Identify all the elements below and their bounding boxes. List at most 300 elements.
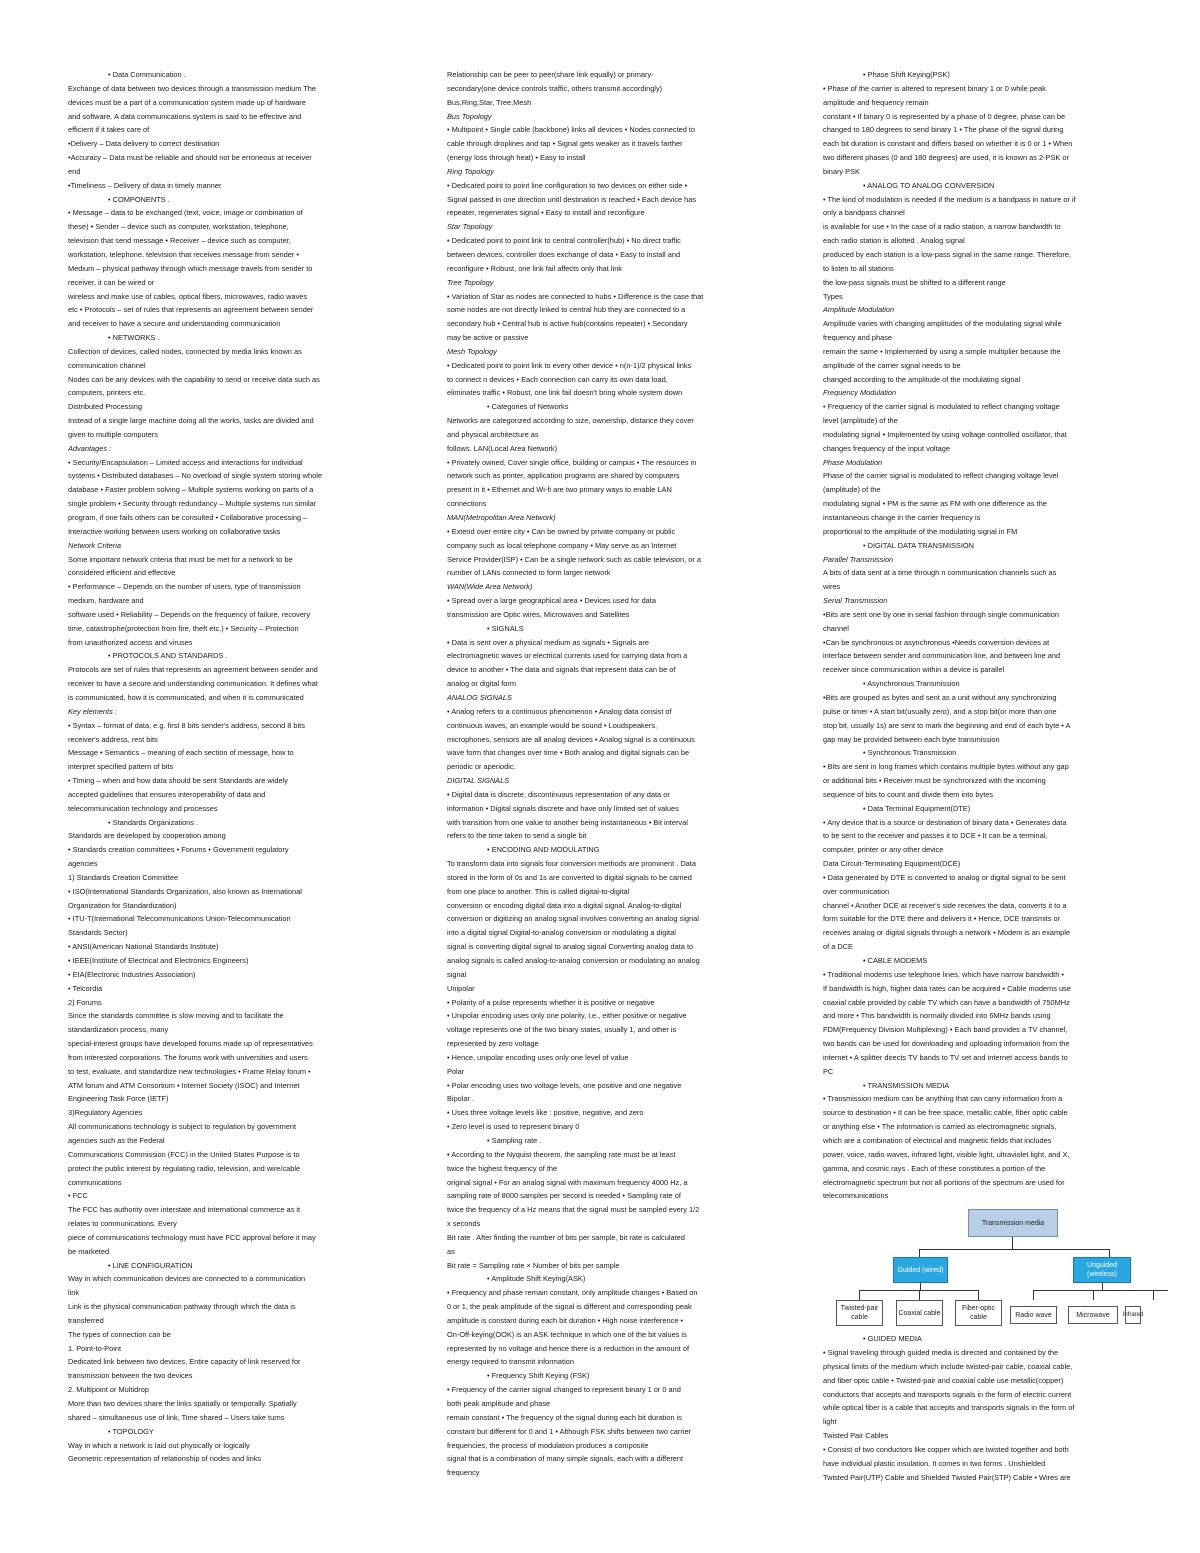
diagram-connector — [919, 1249, 920, 1257]
text-line: • Consist of two conductors like copper which are twisted together and both — [823, 1444, 1069, 1454]
text-line: the low-pass signals must be shifted to a different range — [823, 277, 1006, 287]
text-line: energy required to transmit information — [447, 1357, 574, 1367]
text-line: • Phase of the carrier is altered to represent binary 1 or 0 while peak — [823, 83, 1046, 93]
text-line: • Data generated by DTE is converted to analog or digital signal to be sent — [823, 872, 1066, 882]
text-line: each radio station is allotted . Analog signal — [823, 236, 965, 246]
text-line: remain the same • Implemented by using a simple multiplier because the — [823, 346, 1061, 356]
text-line: systems • Distributed databases – No overload of single system storing whole — [68, 471, 322, 481]
text-line: and more • This bandwidth is normally divided into 6MHz bands using — [823, 1011, 1051, 1021]
section-heading: • Data Terminal Equipment(DTE) — [863, 803, 971, 813]
text-line: Bipolar . — [447, 1094, 475, 1104]
subheading: Serial Transmission — [823, 596, 888, 606]
section-heading: • DIGITAL DATA TRANSMISSION — [863, 540, 974, 550]
text-line: • IEEE(Institute of Electrical and Electronics Engineers) — [68, 956, 249, 965]
text-line: •Bits are grouped as bytes and sent as a unit without any synchronizing — [823, 692, 1057, 702]
text-line: • Polarity of a pulse represents whether it is positive or negative — [447, 997, 655, 1007]
text-line: only a bandpass channel — [823, 208, 905, 218]
text-line: A bits of data sent at a time through n communication channels such as — [823, 568, 1057, 578]
text-line: internet • A splitter directs TV bands to TV set and internet access bands to — [823, 1052, 1068, 1062]
subheading: Advantages : — [68, 443, 112, 453]
text-line: computer, printer or any other device — [823, 845, 944, 855]
text-line: To transform data into signals four conversion methods are prominent . Data — [447, 859, 696, 869]
text-line: transferred — [68, 1315, 104, 1325]
text-line: modulating signal • Implemented by using voltage controlled oscillator, that — [823, 429, 1067, 439]
diagram-leaf-radio-wave: Radio wave — [1010, 1306, 1057, 1324]
text-line: channel • Another DCE at receiver's side receives the data, converts it to a — [823, 900, 1067, 910]
text-line: into a digital signal Digital-to-analog conversion or modulating a digital — [447, 928, 676, 938]
text-line: FDM(Frequency Division Multiplexing) • Each band provides a TV channel, — [823, 1025, 1068, 1035]
text-line: number of LANs connected to form larger network — [447, 568, 611, 578]
subheading: Tree Topology — [447, 277, 494, 287]
text-line: television that send message • Receiver – device such as computer, — [68, 236, 291, 246]
section-heading: • Frequency Shift Keying (FSK) — [487, 1371, 590, 1381]
text-line: Some important network criteria that must be met for a network to be — [68, 554, 293, 564]
text-line: (amplitude) of the — [823, 485, 881, 495]
section-heading: • Amplitude Shift Keying(ASK) — [487, 1274, 586, 1284]
text-line: twice the frequency of a Hz means that the signal must be sampled every 1/2 — [447, 1205, 700, 1215]
diagram-connector — [1093, 1290, 1094, 1300]
text-line: is communicated, how it is communicated, and when it is communicated — [68, 692, 304, 702]
text-line: to test, evaluate, and standardize new technologies • Frame Relay forum • — [68, 1066, 311, 1076]
text-line: • Telcordia — [68, 983, 103, 993]
text-line: Interactive working between users working on collaborative tasks — [68, 526, 281, 536]
text-line: 0 or 1, the peak amplitude of the signal is different and corresponding peak — [447, 1302, 692, 1312]
text-line: receiver since communication within a device is parallel — [823, 665, 1005, 675]
text-line: instantaneous change in the carrier frequency is — [823, 513, 981, 522]
text-line: with transition from one value to another being instantaneous • Bit interval — [447, 817, 688, 827]
text-line: • Performance – Depends on the number of users, type of transmission — [68, 582, 301, 592]
text-line: twice the highest frequency of the — [447, 1163, 558, 1173]
text-line: which are a combination of electrical and magnetic fields that includes — [823, 1135, 1052, 1145]
text-line: given to multiple computers — [68, 429, 158, 439]
text-line: Phase of the carrier signal is modulated to reflect changing voltage level — [823, 471, 1059, 481]
text-line: Bit rate . After finding the number of bits per sample, bit rate is calculated — [447, 1232, 685, 1242]
text-line: may be active or passive — [447, 333, 529, 343]
text-line: receiver to have a secure and understanding communication. It defines what — [68, 679, 318, 689]
text-line: company such as local telephone company • May serve as an Internet — [447, 540, 677, 550]
text-line: • Transmission medium can be anything that can carry information from a — [823, 1094, 1063, 1104]
text-line: • Signal traveling through guided media is directed and contained by the — [823, 1348, 1059, 1358]
text-line: Types — [823, 291, 843, 301]
text-line: over communication — [823, 886, 890, 896]
text-line: reconfigure • Robust, one link fail affects only that link — [447, 263, 622, 273]
text-line: • Analog refers to a continuous phenomenon • Analog data consist of — [447, 706, 672, 716]
diagram-connector — [1153, 1290, 1154, 1300]
text-line: devices must be a part of a communication system made up of hardware — [68, 97, 306, 107]
text-line: stored in the form of 0s and 1s are converted to digital signals to be carried — [447, 872, 692, 882]
text-line: •Bits are sent one by one in serial fashion through single communication — [823, 609, 1059, 619]
section-heading: • LINE CONFIGURATION — [108, 1260, 193, 1270]
text-line: ATM forum and ATM Consortium • Internet Society (ISOC) and Internet — [68, 1080, 300, 1090]
diagram-leaf-coaxial: Coaxial cable — [896, 1300, 943, 1326]
text-line: to connect n devices • Each connection can carry its own data load, — [447, 374, 668, 384]
column-middle — [447, 68, 767, 1480]
text-line: analog or digital form — [447, 679, 517, 689]
text-line: from one place to another. This is called digital-to-digital — [447, 886, 630, 896]
subheading: Ring Topology — [447, 166, 494, 176]
diagram-connector — [1102, 1283, 1103, 1290]
text-line: telecommunication technology and processes — [68, 803, 218, 813]
text-line: interpret specified pattern of bits — [68, 762, 174, 772]
text-line: from unauthorized access and viruses — [68, 637, 193, 647]
section-heading: • SIGNALS — [487, 623, 524, 633]
text-line: electromagnetic spectrum but not all portions of the spectrum are used for — [823, 1177, 1065, 1187]
text-line: • Hence, unipolar encoding uses only one level of value — [447, 1052, 629, 1062]
text-line: • Unipolar encoding uses only one polarity, i.e., either positive or negative — [447, 1011, 687, 1021]
text-line: represented by zero voltage — [447, 1039, 539, 1049]
text-line: represented by no voltage and hence there is a reduction in the amount of — [447, 1343, 690, 1353]
text-line: • Spread over a large geographical area • Devices used for data — [447, 596, 656, 606]
text-line: Way in which a network is laid out physically or logically — [68, 1440, 250, 1450]
text-line: frequency and phase — [823, 333, 893, 343]
subheading: WAN(Wide Area Network) — [447, 582, 533, 592]
text-line: computers, printers etc. — [68, 388, 146, 398]
text-line: network such as printer, application programs are shared by computers — [447, 471, 680, 481]
text-line: piece of communications technology must have FCC approval before it may — [68, 1232, 316, 1242]
text-line: Since the standards committee is slow moving and to facilitate the — [68, 1011, 284, 1021]
text-line: and physical architecture as — [447, 429, 539, 439]
text-line: agencies — [68, 859, 98, 869]
text-line: or additional bits • Receiver must be synchronized with the incoming — [823, 776, 1046, 786]
text-line: • Uses three voltage levels like : positive, negative, and zero — [447, 1108, 644, 1118]
text-line: • Security/Encapsulation – Limited access and interactions for individual — [68, 457, 303, 467]
text-line: Collection of devices, called nodes, connected by media links known as — [68, 346, 302, 356]
text-line: • Frequency of the carrier signal changed to represent binary 1 or 0 and — [447, 1385, 681, 1395]
text-line: as — [447, 1246, 455, 1256]
diagram-connector — [919, 1290, 920, 1300]
text-line: communications — [68, 1177, 122, 1187]
text-line: relates to communications. Every — [68, 1219, 177, 1229]
text-line: Protocols are set of rules that represents an agreement between sender and — [68, 665, 318, 675]
text-line: signal that is a combination of many simple signals, each with a different — [447, 1454, 684, 1464]
text-line: link — [68, 1288, 80, 1298]
section-heading: • PROTOCOLS AND STANDARDS . — [108, 651, 228, 661]
text-line: receiver, it can be wired or — [68, 277, 155, 287]
text-line: telecommunications — [823, 1191, 889, 1201]
text-line: • Frequency of the carrier signal is modulated to reflect changing voltage — [823, 402, 1060, 412]
text-line: Standards are developed by cooperation among — [68, 831, 226, 841]
text-line: sequence of bits to count and divide them into bytes — [823, 789, 994, 799]
subheading: Parallel Transmission — [823, 554, 894, 564]
text-line: • Dedicated point to point link to every other device • n(n-1)/2 physical links — [447, 360, 692, 370]
text-line: analog signals is called analog-to-analog conversion or modulating an analog — [447, 956, 700, 965]
diagram-connector — [919, 1249, 1109, 1250]
text-line: • ISO(International Standards Organization, also known as International — [68, 886, 302, 896]
section-heading: • Phase Shift Keying(PSK) — [863, 70, 950, 79]
text-line: pulse or timer • A start bit(usually zero), and a stop bit(or more than one — [823, 706, 1057, 716]
text-line: end — [68, 166, 81, 176]
text-line: frequency — [447, 1468, 480, 1478]
text-line: while optical fiber is a cable that accepts and transports signals in the form of — [823, 1403, 1075, 1413]
diagram-leaf-microwave: Microwave — [1068, 1306, 1118, 1324]
column-right-top-text — [823, 68, 1141, 1203]
section-heading: • ENCODING AND MODULATING — [487, 845, 600, 855]
text-line: time, catastrophe(protection from fire, theft etc.) • Security – Protection — [68, 623, 299, 633]
subheading: Phase Modulation — [823, 457, 883, 467]
section-heading: • Sampling rate . — [487, 1135, 542, 1145]
text-line: be marketed — [68, 1246, 110, 1256]
text-line: etc • Protocols – set of rules that represents an agreement between sender — [68, 305, 314, 315]
text-line: and software. A data communications system is said to be effective and — [68, 111, 302, 121]
text-line: • ITU-T(International Telecommunications Union-Telecommunication — [68, 914, 291, 924]
text-line: single problem • Security through redundancy – Multiple systems run similar — [68, 499, 317, 509]
text-line: • Bits are sent in long frames which contains multiple bytes without any gap — [823, 762, 1069, 772]
section-heading: • CABLE MODEMS — [863, 956, 928, 965]
text-line: Polar — [447, 1066, 465, 1076]
text-line: stop bit, usually 1s) are sent to mark the beginning and end of each byte • A — [823, 720, 1071, 730]
text-line: of a DCE — [823, 942, 853, 952]
diagram-leaf-infrared: Infrared — [1125, 1306, 1141, 1324]
text-line: • Extend over entire city • Can be owned by private company or public — [447, 526, 676, 536]
text-line: 1) Standards Creation Committee — [68, 872, 179, 882]
subheading: Mesh Topology — [447, 346, 497, 356]
diagram-leaf-twisted-pair: Twisted-pair cable — [836, 1300, 883, 1326]
text-line: medium, hardware and — [68, 596, 144, 606]
text-line: level (amplitude) of the — [823, 416, 898, 426]
text-line: Service Provider(ISP) • Can be a single network such as cable television, or a — [447, 554, 701, 564]
text-line: • Dedicated point to point link to central controller(hub) • No direct traffic — [447, 236, 681, 246]
text-line: produced by each station is a low-pass signal in the same range. Therefore, — [823, 249, 1072, 259]
diagram-leaf-fiber-optic: Fiber-optic cable — [955, 1300, 1002, 1326]
text-line: • Zero level is used to represent binary 0 — [447, 1122, 580, 1132]
text-line: Organization for Standardization) — [68, 900, 177, 910]
text-line: device to another • The data and signals that represent data can be of — [447, 665, 676, 675]
section-heading: • Standards Organizations . — [108, 817, 199, 827]
text-line: Bit rate = Sampling rate × Number of bits per sample — [447, 1260, 620, 1270]
text-line: • According to the Nyquist theorem, the sampling rate must be at least — [447, 1149, 676, 1159]
section-heading: • TRANSMISSION MEDIA — [863, 1080, 950, 1090]
text-line: 3)Regulatory Agencies — [68, 1108, 143, 1118]
text-line: wireless and make use of cables, optical fibers, microwaves, radio waves — [68, 291, 308, 301]
subheading: Star Topology — [447, 222, 493, 232]
text-line: Data Circuit-Terminating Equipment(DCE) — [823, 859, 961, 869]
subheading: Key elements : — [68, 706, 117, 716]
text-line: transmission are Optic wires, Microwaves and Satellites — [447, 609, 630, 619]
section-heading: • GUIDED MEDIA — [863, 1334, 922, 1344]
text-line: signal — [447, 969, 467, 979]
text-line: connections — [447, 499, 487, 509]
text-line: Signal passed in one direction until destination is reached • Each device has — [447, 194, 697, 204]
text-line: two different phases (0 and 180 degrees) are used, it is known as 2-PSK or — [823, 153, 1069, 163]
text-line: • Standards creation committees • Forums • Government regulatory — [68, 845, 289, 855]
text-line: repeater, regenerates signal • Easy to install and reconfigure — [447, 208, 645, 218]
text-line: • Privately owned, Cover single office, building or campus • The resources in — [447, 457, 697, 467]
text-line: Medium – physical pathway through which message travels from sender to — [68, 263, 313, 273]
text-line: More than two devices share the links spatially or temporally. Spatially — [68, 1399, 297, 1408]
subheading: Frequency Modulation — [823, 388, 897, 398]
text-line: efficient if it takes care of — [68, 125, 150, 135]
text-line: program, if one fails others can be consulted • Collaborative processing – — [68, 513, 308, 522]
text-line: Distributed Processing — [68, 402, 142, 412]
text-line: and fiber optic cable • Twisted-pair and coaxial cable use metallic(copper) — [823, 1375, 1064, 1385]
text-line: •Timeliness – Delivery of data in timely manner — [68, 180, 222, 190]
text-line: protect the public interest by regulating radio, television, and wire/cable — [68, 1163, 301, 1173]
text-line: database • Faster problem solving – Multiple systems working on parts of a — [68, 485, 314, 495]
text-line: • Timing – when and how data should be sent Standards are widely — [68, 776, 288, 786]
text-line: • Digital data is discrete, discontinuous representation of any data or — [447, 789, 670, 799]
text-line: Exchange of data between two devices through a transmission medium The — [68, 83, 317, 93]
subheading: Bus Topology — [447, 111, 492, 121]
diagram-connector — [1012, 1237, 1013, 1249]
text-line: periodic or aperiodic. — [447, 762, 516, 772]
text-line: information • Digital signals discrete and have only limited set of values — [447, 803, 679, 813]
text-line: two bands can be used for downloading and uploading information from the — [823, 1039, 1070, 1049]
text-line: • Syntax – format of data, e.g. first 8 bits sender's address, second 8 bits — [68, 720, 305, 730]
text-line: • Multipoint • Single cable (backbone) links all devices • Nodes connected to — [447, 125, 696, 135]
text-line: constant • If binary 0 is represented by a phase of 0 degree, phase can be — [823, 111, 1066, 121]
subheading: ANALOG SIGNALS — [447, 692, 512, 702]
text-line: constant but different for 0 and 1 • Although FSK shifts between two carrier — [447, 1426, 692, 1436]
text-line: wave form that changes over time • Both analog and digital signals can be — [447, 748, 690, 758]
text-line: On-Off-keying(OOK) is an ASK technique in which one of the bit values is — [447, 1329, 687, 1339]
text-line: receives analog or digital signals through a network • Modem is an example — [823, 928, 1071, 938]
subheading: Network Criteria — [68, 540, 121, 550]
text-line: secondary(one device controls traffic, others transmit accordingly) — [447, 83, 663, 93]
text-line: these) • Sender – device such as computer, workstation, telephone, — [68, 222, 289, 232]
text-line: The types of connection can be — [68, 1329, 171, 1339]
text-line: or anything else • The information is carried as electromagnetic signals, — [823, 1122, 1057, 1132]
text-line: some nodes are not directly linked to central hub they are connected to a — [447, 305, 686, 315]
diagram-connector — [1109, 1249, 1110, 1257]
text-line: • Any device that is a source or destination of binary data • Generates data — [823, 817, 1067, 827]
text-line: Message • Semantics – meaning of each section of message, how to — [68, 748, 294, 758]
text-line: gap may be provided between each byte transmission — [823, 734, 1000, 744]
text-line: Link is the physical communication pathway through which the data is — [68, 1302, 296, 1312]
text-line: Twisted Pair Cables — [823, 1431, 889, 1441]
diagram-root-box: Transmission media — [968, 1209, 1058, 1237]
diagram-connector — [859, 1290, 860, 1300]
text-line: physical limits of the medium which include twisted-pair cable, coaxial cable, — [823, 1361, 1073, 1371]
text-line: present in it • Ethernet and Wi-fi are two primary ways to enable LAN — [447, 485, 672, 495]
text-line: both peak amplitude and phase — [447, 1399, 551, 1408]
section-heading: • Categories of Networks — [487, 402, 569, 412]
text-line: PC — [823, 1066, 834, 1076]
text-line: Unipolar — [447, 983, 475, 993]
text-line: is available for use • In the case of a radio station, a narrow bandwidth to — [823, 222, 1061, 232]
text-line: • Variation of Star as nodes are connected to hubs • Difference is the case that — [447, 291, 704, 301]
text-line: • Polar encoding uses two voltage levels, one positive and one negative — [447, 1080, 682, 1090]
text-line: considered efficient and effective — [68, 568, 176, 578]
section-heading: • ANALOG TO ANALOG CONVERSION — [863, 180, 995, 190]
text-line: communication channel — [68, 360, 146, 370]
text-line: each bit duration is constant and differs based on whether it is 0 or 1 • When — [823, 139, 1073, 149]
text-line: 2) Forums — [68, 997, 102, 1007]
text-line: accepted guidelines that ensures interoperability of data and — [68, 789, 266, 799]
text-line: refers to the time taken to send a single bit — [447, 831, 587, 841]
text-line: shared – simultaneous use of link, Time shared – Users take turns — [68, 1412, 285, 1422]
text-line: Bus,Ring,Star, Tree,Mesh — [447, 97, 532, 107]
text-line: to be sent to the receiver and passes it to DCE • It can be a terminal, — [823, 831, 1048, 841]
text-line: Engineering Task Force (IETF) — [68, 1094, 169, 1104]
column-right-bottom-text — [823, 1332, 1141, 1484]
text-line: Nodes can be any devices with the capability to send or receive data such as — [68, 374, 320, 384]
text-line: Instead of a single large machine doing all the works, tasks are divided and — [68, 416, 314, 426]
text-line: amplitude is constant during each bit duration • High noise interference • — [447, 1315, 684, 1325]
section-heading: • Data Communication . — [108, 70, 186, 79]
text-line: secondary hub • Central hub is active hub(contains repeater) • Secondary — [447, 319, 688, 329]
text-line: coaxial cable provided by cable TV which can have a bandwidth of 750MHz — [823, 997, 1070, 1007]
text-line: to listen to all stations — [823, 263, 894, 273]
text-line: conductors that accepts and transports signals in the form of electric current — [823, 1389, 1072, 1399]
text-line: channel — [823, 623, 849, 633]
text-line: conversion or encoding digital data into a digital signal. Analog-to-digital — [447, 900, 682, 910]
text-line: from interested corporations. The forums work with universities and users — [68, 1052, 308, 1062]
text-line: electromagnetic waves or electrical currents used for carrying data from a — [447, 651, 688, 661]
text-line: • ANSI(American National Standards Institute) — [68, 942, 219, 952]
text-line: • FCC — [68, 1191, 88, 1201]
text-line: special-interest groups have developed forums made up of representatives — [68, 1039, 313, 1049]
text-line: •Can be synchronous or asynchronous •Needs conversion devices at — [823, 637, 1050, 647]
text-line: amplitude of the carrier signal needs to be — [823, 360, 961, 370]
text-line: sampling rate of 8000 samples per second is needed • Sampling rate of — [447, 1191, 681, 1201]
text-line: changed to 180 degrees to send binary 1 • The phase of the signal during — [823, 125, 1064, 135]
text-line: form suitable for the DTE there and delivers it • Hence, DCE transmits or — [823, 914, 1061, 924]
column-right — [823, 68, 1144, 1484]
text-line: 1. Point-to-Point — [68, 1343, 121, 1353]
diagram-connector — [920, 1283, 921, 1290]
text-line: workstation, telephone, television that receives message from sender • — [68, 249, 299, 259]
transmission-media-diagram — [823, 1205, 1144, 1330]
diagram-unguided-box: Unguided (wireless) — [1073, 1257, 1131, 1283]
text-line: x seconds — [447, 1219, 481, 1229]
text-line: Amplitude varies with changing amplitudes of the modulating signal while — [823, 319, 1062, 329]
text-line: cable through droplines and tap • Signal gets weaker as it travels farther — [447, 139, 683, 149]
text-line: • The kind of modulation is needed if the medium is a bandpass in nature or if — [823, 194, 1076, 204]
subheading: DIGITAL SIGNALS — [447, 776, 510, 786]
text-line: Dedicated link between two devices, Entire capacity of link reserved for — [68, 1357, 301, 1367]
text-line: Standards Sector) — [68, 928, 128, 938]
text-line: standardization process, many — [68, 1025, 169, 1035]
text-line: amplitude and frequency remain — [823, 97, 929, 107]
text-line: signal is converting digital signal to analog signal Converting analog data to — [447, 942, 694, 952]
text-line: • Data is sent over a physical medium as signals • Signals are — [447, 637, 649, 647]
text-line: power, voice, radio waves, infrared light, visible light, ultraviolet light, and X, — [823, 1149, 1070, 1159]
text-line: gamma, and cosmic rays . Each of these constitutes a portion of the — [823, 1163, 1046, 1173]
text-line: • Dedicated point to point line configuration to two devices on either side • — [447, 180, 688, 190]
text-line: microphones, sensors are all analog devices • Analog signal is a continuous — [447, 734, 695, 744]
text-line: Geometric representation of relationship of nodes and links — [68, 1454, 262, 1464]
diagram-guided-box: Guided (wired) — [893, 1257, 948, 1283]
text-line: Way in which communication devices are connected to a communication — [68, 1274, 306, 1284]
text-line: software used • Reliability – Depends on the frequency of failure, recovery — [68, 609, 311, 619]
text-line: 2. Multipoint or Multidrop — [68, 1385, 149, 1395]
diagram-connector — [1033, 1290, 1168, 1291]
text-line: conversion or digitizing an analog signal involves converting an analog signal — [447, 914, 699, 924]
text-line: •Delivery – Data delivery to correct destination — [68, 139, 220, 149]
text-line: All communications technology is subject to regulation by government — [68, 1122, 296, 1132]
subheading: MAN(Metropolitan Area Network) — [447, 513, 556, 522]
subheading: Amplitude Modulation — [823, 305, 895, 315]
section-heading: • Asynchronous Transmission — [863, 679, 960, 689]
text-line: The FCC has authority over interstate and international commerce as it — [68, 1205, 301, 1215]
text-line: continuous waves, an example would be sound • Loudspeakers, — [447, 720, 658, 730]
text-line: • Traditional modems use telephone lines, which have narrow bandwidth • — [823, 969, 1064, 979]
text-line: between devices, controller does exchange of data • Easy to install and — [447, 249, 681, 259]
text-line: follows. LAN(Local Area Network) — [447, 443, 558, 453]
text-line: light — [823, 1417, 837, 1427]
text-line: source to destination • It can be free space, metallic cable, fiber optic cable — [823, 1108, 1068, 1118]
text-line: Communications Commission (FCC) in the United States Purpose is to — [68, 1149, 300, 1159]
text-line: •Accuracy – Data must be reliable and should not be erroneous at receiver — [68, 153, 312, 163]
text-line: voltage represents one of the two binary states, usually 1, and other is — [447, 1025, 677, 1035]
text-line: have individual plastic insulation. It comes in two forms . Unshielded — [823, 1458, 1046, 1468]
text-line: binary PSK — [823, 166, 860, 176]
section-heading: • NETWORKS . — [108, 333, 160, 343]
text-line: original signal • For an analog signal with maximum frequency 4000 Hz, a — [447, 1177, 688, 1187]
text-line: frequencies, the process of modulation produces a composite — [447, 1440, 649, 1450]
text-line: proportional to the amplitude of the modulating signal in FM — [823, 526, 1018, 536]
text-line: receiver's address, rest bits — [68, 734, 158, 744]
